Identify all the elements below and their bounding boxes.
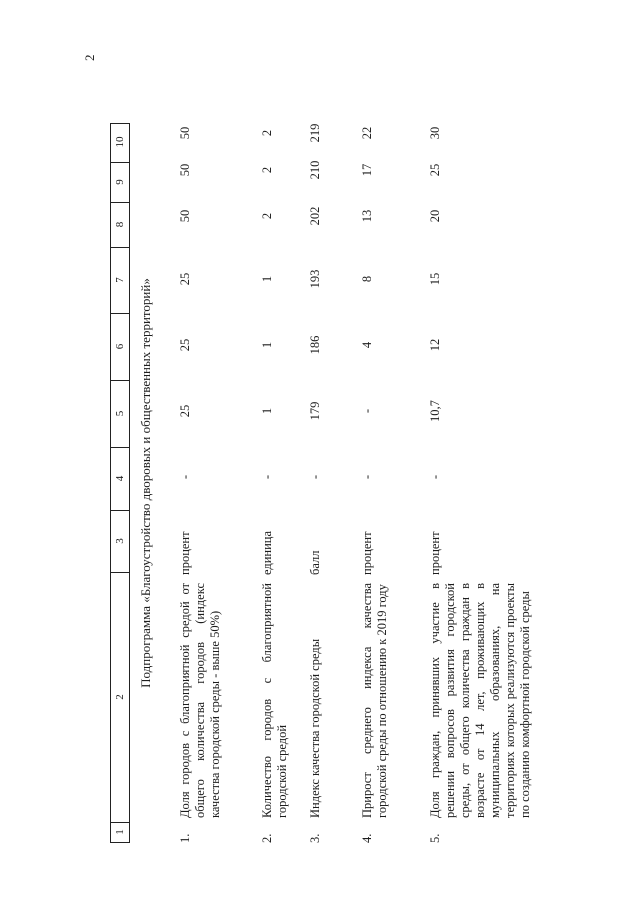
row-value-col10: 2 xyxy=(260,129,274,137)
row-value-col6: 186 xyxy=(308,335,322,355)
row-value-col5: - xyxy=(360,408,374,414)
row-value-col9: 210 xyxy=(308,160,322,180)
row-description: Индекс качества городской среды xyxy=(308,638,322,818)
header-col-4: 4 xyxy=(111,447,129,511)
row-value-col9: 17 xyxy=(360,163,374,177)
row-value-col9: 50 xyxy=(178,163,192,177)
row-value-col5: 25 xyxy=(178,404,192,418)
row-value-col4: - xyxy=(260,474,274,480)
header-col-9: 9 xyxy=(111,162,129,203)
row-number: 5. xyxy=(428,833,442,843)
row-value-col5: 10,7 xyxy=(428,400,442,422)
row-number: 3. xyxy=(308,833,322,843)
row-number: 2. xyxy=(260,833,274,843)
row-value-col7: 1 xyxy=(260,275,274,283)
row-value-col9: 2 xyxy=(260,166,274,174)
row-description: Прирост среднего индекса качества городской среды по отношению к 2019 году xyxy=(360,583,389,818)
header-col-10: 10 xyxy=(111,122,129,163)
row-value-col4: - xyxy=(360,474,374,480)
row-unit: процент xyxy=(360,531,374,575)
header-col-1: 1 xyxy=(111,822,129,843)
row-value-col10: 50 xyxy=(178,126,192,140)
page-number: 2 xyxy=(82,54,97,61)
row-value-col4: - xyxy=(428,474,442,480)
header-col-7: 7 xyxy=(111,247,129,314)
row-unit: процент xyxy=(178,531,192,575)
row-value-col7: 193 xyxy=(308,269,322,289)
row-value-col10: 30 xyxy=(428,126,442,140)
row-description: Доля граждан, принявших участие в решении вопросов развития городской среды, от общего количества граждан в возрасте от 14 лет, проживающих в муниципальных образованиях, на территориях которых реализуются проекты по созданию комфортной городской среды xyxy=(428,583,532,818)
row-value-col5: 1 xyxy=(260,407,274,415)
row-value-col8: 13 xyxy=(360,209,374,223)
row-unit: единица xyxy=(260,530,274,575)
row-number: 1. xyxy=(178,833,192,843)
row-unit: балл xyxy=(308,550,322,575)
row-value-col8: 2 xyxy=(260,212,274,220)
header-col-6: 6 xyxy=(111,313,129,381)
header-col-3: 3 xyxy=(111,510,129,573)
row-value-col8: 202 xyxy=(308,206,322,226)
header-col-8: 8 xyxy=(111,202,129,248)
header-col-2: 2 xyxy=(111,572,129,823)
row-value-col5: 179 xyxy=(308,401,322,421)
row-value-col10: 219 xyxy=(308,123,322,143)
row-description: Доля городов с благоприятной средой от общего количества городов (индекс качества городской среды - выше 50%) xyxy=(178,583,222,818)
row-value-col9: 25 xyxy=(428,163,442,177)
header-right-border xyxy=(111,123,129,124)
row-value-col6: 12 xyxy=(428,338,442,352)
row-value-col10: 22 xyxy=(360,126,374,140)
header-col-5: 5 xyxy=(111,380,129,448)
row-value-col7: 15 xyxy=(428,272,442,286)
table-header-row xyxy=(110,123,130,843)
indicator-table xyxy=(110,123,532,843)
row-value-col8: 50 xyxy=(178,209,192,223)
row-value-col7: 25 xyxy=(178,272,192,286)
row-description: Количество городов с благоприятной городской средой xyxy=(260,583,289,818)
row-value-col6: 25 xyxy=(178,338,192,352)
row-value-col8: 20 xyxy=(428,209,442,223)
row-number: 4. xyxy=(360,833,374,843)
subprogram-title: Подпрограмма «Благоустройство дворовых и общественных территорий» xyxy=(138,278,153,688)
row-value-col6: 1 xyxy=(260,341,274,349)
row-value-col4: - xyxy=(178,474,192,480)
row-value-col6: 4 xyxy=(360,341,374,349)
row-value-col7: 8 xyxy=(360,275,374,283)
row-unit: процент xyxy=(428,531,442,575)
row-value-col4: - xyxy=(308,474,322,480)
